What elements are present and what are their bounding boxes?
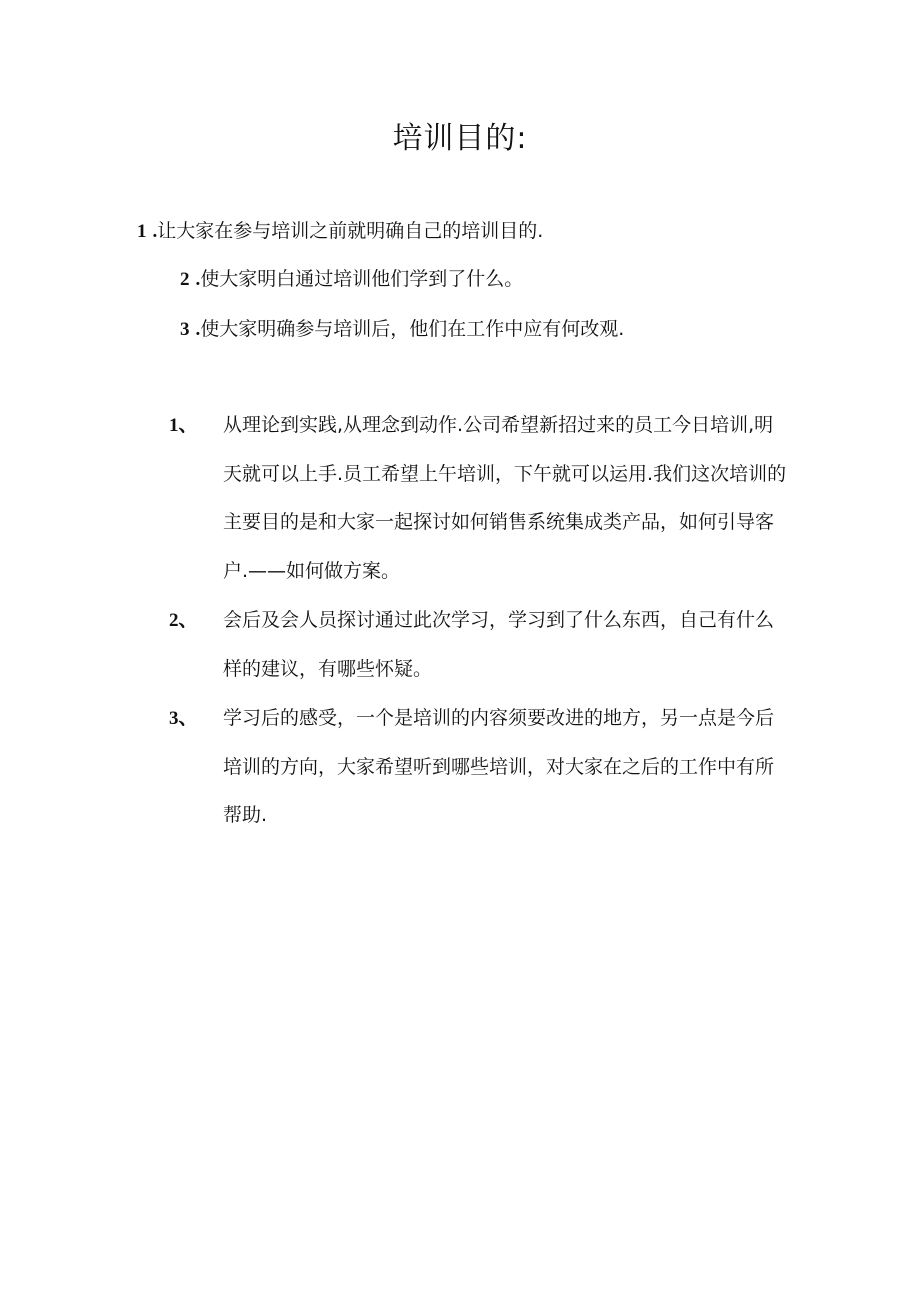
goal-text: 使大家明确参与培训后，他们在工作中应有何改观.: [200, 318, 625, 340]
goal-number: 1: [137, 221, 147, 242]
point-text: 从理论到实践,从理念到动作.公司希望新招过来的员工今日培训,明天就可以上手.员工希望上午培训，下午就可以运用.我们这次培训的主要目的是和大家一起探讨如何销售系统集成类产品，如何引导客户.——如何做方案。: [223, 414, 787, 582]
point-text: 学习后的感受，一个是培训的内容须要改进的地方，另一点是今后培训的方向，大家希望听到哪些培训，对大家在之后的工作中有所帮助.: [223, 707, 775, 826]
goal-item: [180, 315, 624, 344]
goal-number: 2: [180, 269, 190, 290]
goal-separator: .: [152, 221, 158, 242]
point-number: 3、: [169, 708, 198, 729]
page-title: 培训目的:: [392, 121, 528, 156]
goal-text: 让大家在参与培训之前就明确自己的培训目的.: [157, 220, 544, 242]
goal-text: 使大家明白通过培训他们学到了什么。: [200, 268, 524, 290]
point-number: 1、: [169, 415, 198, 436]
goal-item: [137, 217, 543, 246]
point-text: 会后及会人员探讨通过此次学习，学习到了什么东西，自己有什么样的建议，有哪些怀疑。: [223, 609, 775, 680]
goal-number: 3: [180, 319, 190, 340]
goal-separator: .: [195, 319, 201, 340]
point-number: 2、: [169, 610, 198, 631]
goal-separator: .: [195, 269, 201, 290]
goal-item: [180, 265, 523, 294]
